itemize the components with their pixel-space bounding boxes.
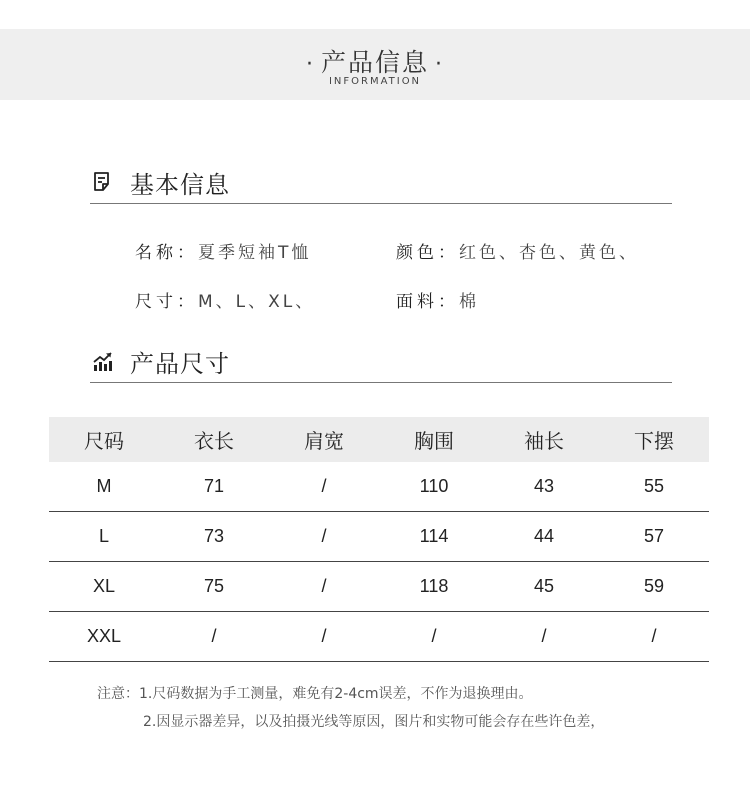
- table-cell: 71: [159, 462, 269, 512]
- info-color-value: 红色、杏色、黄色、: [459, 243, 639, 263]
- table-cell: XXL: [49, 612, 159, 662]
- banner-subtitle: INFORMATION: [328, 76, 422, 87]
- header-length: 衣长: [159, 417, 269, 462]
- table-cell: /: [269, 562, 379, 612]
- size-table: [49, 417, 709, 662]
- table-cell: 118: [379, 562, 489, 612]
- table-cell: 59: [599, 562, 709, 612]
- note-line-1: 注意：1.尺码数据为手工测量，难免有2-4cm误差，不作为退换理由。: [97, 686, 533, 702]
- table-cell: /: [269, 462, 379, 512]
- banner-title: [0, 43, 750, 79]
- table-cell: 44: [489, 512, 599, 562]
- table-row: [49, 562, 709, 612]
- table-cell: XL: [49, 562, 159, 612]
- info-size-value: M、L、XL、: [198, 292, 316, 312]
- info-color-key: 颜色：: [396, 243, 459, 263]
- table-header-row: [49, 417, 709, 462]
- info-material-value: 棉: [459, 292, 479, 312]
- table-row: [49, 462, 709, 512]
- table-cell: 43: [489, 462, 599, 512]
- table-cell: 110: [379, 462, 489, 512]
- bar-chart-icon: [92, 350, 114, 372]
- header-chest: 胸围: [379, 417, 489, 462]
- info-size: [135, 287, 315, 312]
- table-row: [49, 512, 709, 562]
- table-cell: /: [489, 612, 599, 662]
- basic-info-title: 基本信息: [130, 171, 230, 199]
- info-name-key: 名称：: [135, 243, 198, 263]
- table-cell: L: [49, 512, 159, 562]
- banner-dot-right: ·: [435, 52, 444, 77]
- size-header: [90, 342, 672, 383]
- table-cell: 45: [489, 562, 599, 612]
- basic-info-header: [90, 163, 672, 204]
- table-cell: 57: [599, 512, 709, 562]
- header-hem: 下摆: [599, 417, 709, 462]
- header-sleeve: 袖长: [489, 417, 599, 462]
- table-cell: M: [49, 462, 159, 512]
- size-title: 产品尺寸: [130, 350, 230, 378]
- note-line-2: 2.因显示器差异，以及拍摄光线等原因，图片和实物可能会存在些许色差，: [143, 714, 605, 730]
- header-size: 尺码: [49, 417, 159, 462]
- table-cell: /: [379, 612, 489, 662]
- header-shoulder: 肩宽: [269, 417, 379, 462]
- info-size-key: 尺寸：: [135, 292, 198, 312]
- table-cell: 73: [159, 512, 269, 562]
- banner-dot-left: ·: [305, 52, 315, 77]
- info-material: [396, 287, 479, 312]
- info-name: [135, 238, 311, 263]
- table-row: [49, 612, 709, 662]
- banner-title-text: 产品信息: [320, 48, 429, 77]
- info-color: [396, 238, 639, 263]
- table-cell: /: [269, 612, 379, 662]
- table-cell: 114: [379, 512, 489, 562]
- info-material-key: 面料：: [396, 292, 459, 312]
- document-icon: [92, 171, 114, 193]
- table-cell: /: [159, 612, 269, 662]
- table-cell: /: [269, 512, 379, 562]
- table-cell: /: [599, 612, 709, 662]
- title-banner: [0, 29, 750, 100]
- table-cell: 55: [599, 462, 709, 512]
- info-name-value: 夏季短袖T恤: [198, 243, 312, 263]
- table-cell: 75: [159, 562, 269, 612]
